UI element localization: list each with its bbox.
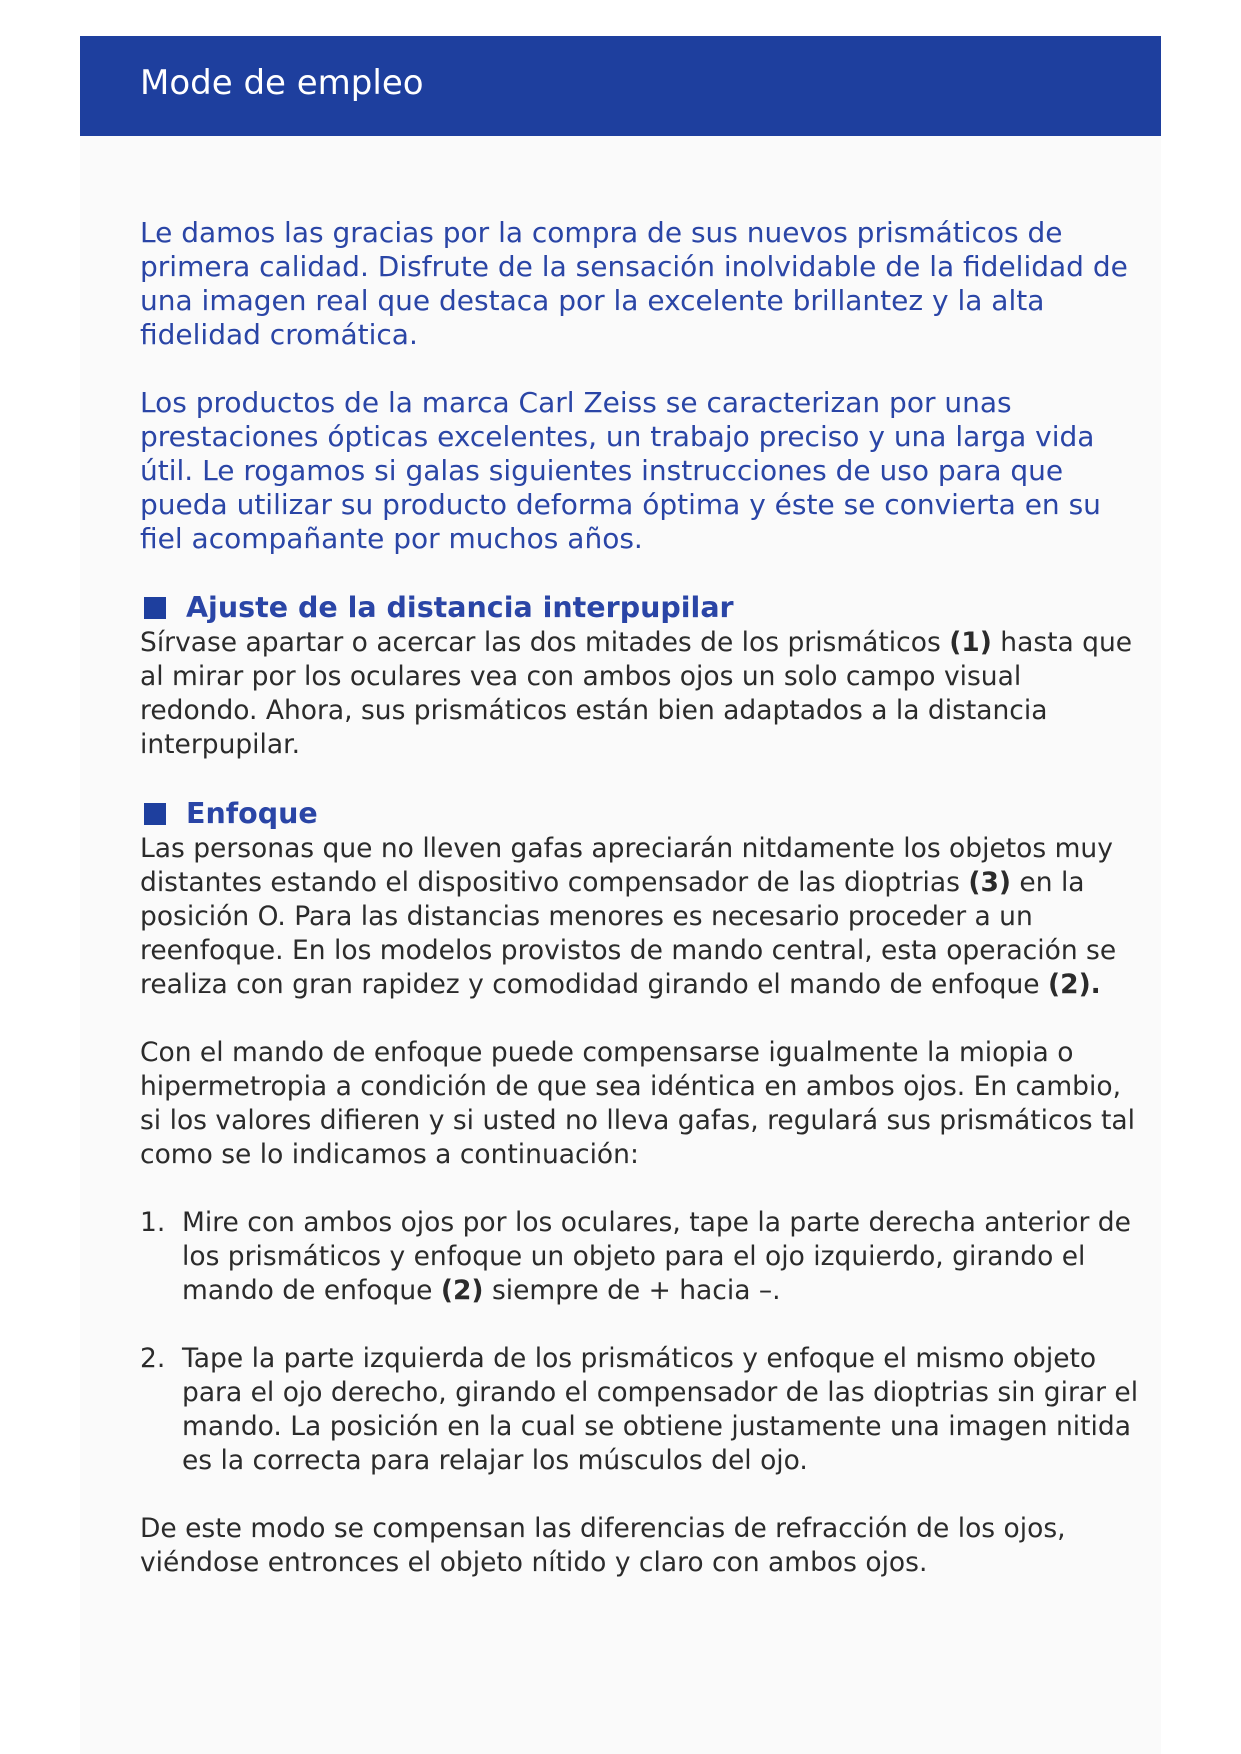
step-1-text-after: siempre de + hacia –.: [483, 1275, 781, 1306]
focus-ref-3: (3): [968, 867, 1011, 898]
focus-p1-before: Las personas que no lleven gafas apreciarán nitdamente los objetos muy distantes estando el dispositivo compensador de las dioptrias: [140, 833, 1113, 898]
step-2-text: Tape la parte izquierda de los prismáticos y enfoque el mismo objeto para el ojo derecho, girando el compensador de las dioptrias sin girar el mando. La posición en la cual se obtiene justamente una imagen nitida es la correcta para relajar los músculos del ojo.: [182, 1343, 1139, 1476]
square-bullet-icon: [144, 597, 166, 619]
focus-ref-2: (2).: [1048, 969, 1101, 1000]
intro-paragraph-thanks: Le damos las gracias por la compra de sus nuevos prismáticos de primera calidad. Disfrute de la sensación inolvidable de la fidelidad de una imagen real que destaca por la excelente brillantez y la alta fidelidad cromática.: [140, 216, 1128, 351]
square-bullet-icon: [144, 803, 166, 825]
step-1-ref: (2): [440, 1275, 484, 1306]
list-item: [140, 1342, 1140, 1478]
section-focus: [140, 796, 1140, 1580]
intro-paragraph-brand: Los productos de la marca Carl Zeiss se caracterizan por unas prestaciones ópticas excelentes, un trabajo preciso y una larga vida útil. Le rogamos si galas siguientes instrucciones de uso para que pueda utilizar su producto deforma óptima y éste se convierta en su fiel acompañante por muchos años.: [140, 386, 1101, 555]
step-1-text-before: Mire con ambos ojos por los oculares, tape la parte derecha anterior de los prismáticos y enfoque un objeto para el ojo izquierdo, girando el mando de enfoque: [182, 1207, 1131, 1306]
section-heading-ipd: [140, 590, 1140, 626]
step-marker: 2.: [140, 1343, 166, 1374]
ipd-text-after: hasta que al mirar por los oculares vea con ambos ojos un solo campo visual redondo. Ahora, sus prismáticos están bien adaptados a la distancia interpupilar.: [140, 627, 1133, 760]
header-bar: [80, 36, 1161, 136]
focus-paragraph-1: [140, 832, 1140, 1002]
ipd-paragraph: [140, 626, 1140, 762]
ipd-text-before: Sírvase apartar o acercar las dos mitades de los prismáticos: [140, 627, 950, 658]
focus-paragraph-2: Con el mando de enfoque puede compensarse igualmente la miopia o hipermetropia a condición de que sea idéntica en ambos ojos. En cambio, si los valores difieren y si usted no lleva gafas, regulará sus prismáticos tal como se lo indicamos a continuación:: [140, 1037, 1136, 1170]
section-interpupillary-distance: [140, 590, 1140, 762]
page-title: Mode de empleo: [140, 63, 424, 103]
closing-paragraph: De este modo se compensan las diferencias de refracción de los ojos, viéndose entronces el objeto nítido y claro con ambos ojos.: [140, 1513, 1066, 1578]
focus-p1-middle: en la posición O. Para las distancias menores es necesario proceder a un reenfoque. En los modelos provistos de mando central, esta operación se realiza con gran rapidez y comodidad girando el mando de enfoque: [140, 867, 1117, 1000]
section-heading-ipd-label: Ajuste de la distancia interpupilar: [186, 591, 734, 624]
step-marker: 1.: [140, 1207, 166, 1238]
ipd-ref-1: (1): [949, 627, 992, 658]
section-heading-focus: [140, 796, 1140, 832]
list-item: [140, 1206, 1140, 1308]
focus-steps-list: [140, 1206, 1140, 1478]
page-content: [140, 216, 1140, 1614]
manual-page: [80, 36, 1161, 1754]
section-heading-focus-label: Enfoque: [186, 797, 318, 830]
